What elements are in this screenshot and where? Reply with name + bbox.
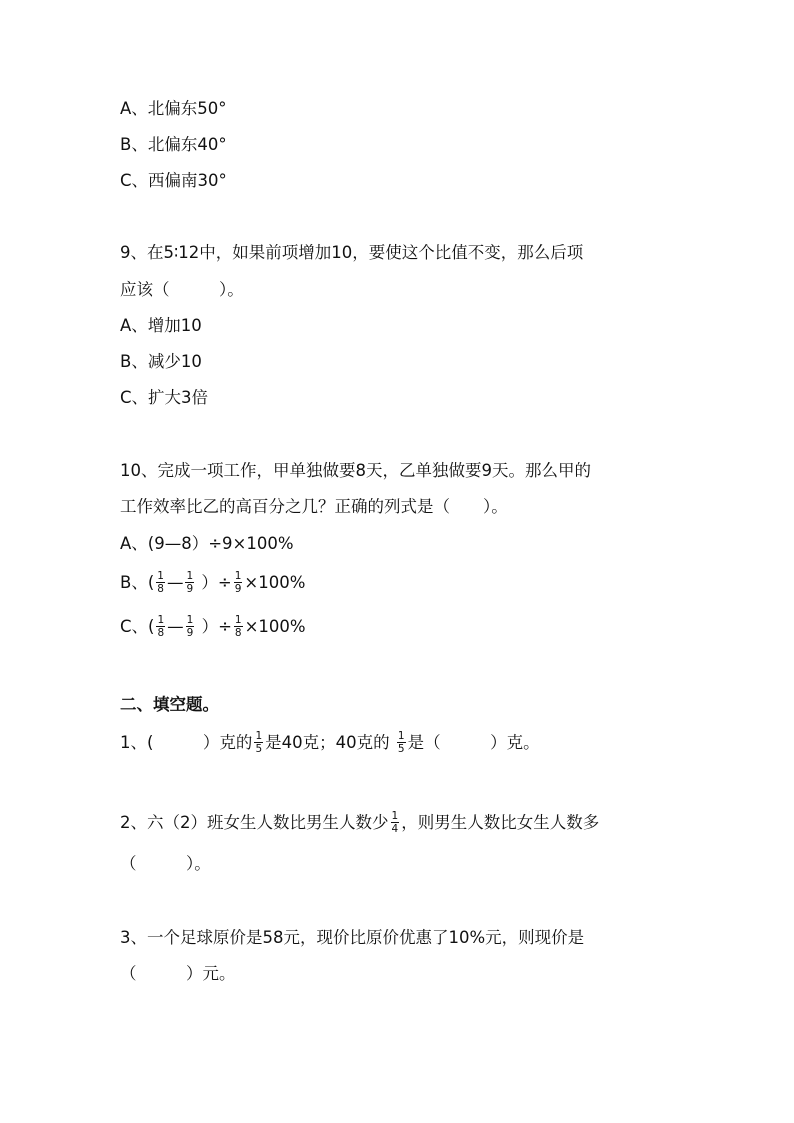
fraction-denominator: 9	[186, 583, 194, 595]
q8-option-c: C、西偏南30°	[120, 171, 227, 190]
fraction-denominator: 9	[234, 583, 242, 595]
option-b-mid: ）÷	[201, 573, 232, 592]
fraction-numerator: 1	[391, 810, 399, 822]
minus-sign: —	[166, 573, 184, 592]
fraction-denominator: 9	[186, 627, 194, 639]
fraction-numerator: 1	[186, 570, 194, 582]
fraction	[397, 731, 406, 754]
fill-question-2-line2: （ ）。	[120, 854, 211, 873]
fraction	[156, 571, 165, 594]
fraction-numerator: 1	[234, 614, 242, 626]
section-heading: 二、填空题。	[120, 695, 219, 714]
option-c-suffix: ×100%	[244, 617, 306, 636]
fraction-denominator: 5	[255, 743, 263, 755]
fill-question-2-line1	[120, 812, 599, 835]
fill2-suffix: ，则男生人数比女生人数多	[401, 813, 600, 832]
q9-option-a: A、增加10	[120, 316, 202, 335]
q10-option-c	[120, 616, 306, 639]
fraction-numerator: 1	[255, 730, 263, 742]
fraction-denominator: 8	[157, 627, 165, 639]
q9-option-b: B、减少10	[120, 352, 202, 371]
q8-option-a: A、北偏东50°	[120, 99, 227, 118]
fill2-prefix: 2、六（2）班女生人数比男生人数少	[120, 813, 389, 832]
fraction-denominator: 4	[391, 823, 399, 835]
fill1-suffix: 是（ ）克。	[407, 733, 540, 752]
q10-option-b	[120, 572, 305, 595]
option-b-prefix: B、(	[120, 573, 155, 592]
fill-question-1	[120, 732, 540, 755]
fill-question-3-line2: （ ）元。	[120, 964, 236, 983]
fill1-mid: 是40克；40克的	[265, 733, 390, 752]
fraction-numerator: 1	[397, 730, 405, 742]
q9-stem-line2: 应该（ ）。	[120, 280, 244, 299]
fraction	[186, 615, 195, 638]
fraction-denominator: 8	[234, 627, 242, 639]
fraction-denominator: 8	[157, 583, 164, 595]
q10-stem-line2: 工作效率比乙的高百分之几？正确的列式是（ ）。	[120, 497, 508, 516]
fraction	[254, 731, 263, 754]
q9-stem-line1: 9、在5∶12中，如果前项增加10，要使这个比值不变，那么后项	[120, 243, 584, 262]
fraction-numerator: 1	[234, 570, 242, 582]
fraction	[391, 811, 400, 834]
fill-question-3-line1: 3、一个足球原价是58元，现价比原价优惠了10%元，则现价是	[120, 928, 585, 947]
fraction	[156, 615, 165, 638]
option-b-suffix: ×100%	[244, 573, 306, 592]
minus-sign: —	[167, 617, 184, 636]
q10-stem-line1: 10、完成一项工作，甲单独做要8天，乙单独做要9天。那么甲的	[120, 461, 591, 480]
q8-option-b: B、北偏东40°	[120, 135, 227, 154]
fraction-denominator: 5	[397, 743, 405, 755]
fraction	[185, 571, 194, 594]
fraction	[234, 571, 243, 594]
fraction	[234, 615, 243, 638]
option-c-prefix: C、(	[120, 617, 155, 636]
option-c-mid: ）÷	[201, 617, 232, 636]
fraction-numerator: 1	[157, 570, 164, 582]
fill1-prefix: 1、( ）克的	[120, 733, 253, 752]
q10-option-a: A、(9—8）÷9×100%	[120, 534, 294, 553]
fraction-numerator: 1	[186, 614, 194, 626]
q9-option-c: C、扩大3倍	[120, 388, 209, 407]
fraction-numerator: 1	[157, 614, 165, 626]
